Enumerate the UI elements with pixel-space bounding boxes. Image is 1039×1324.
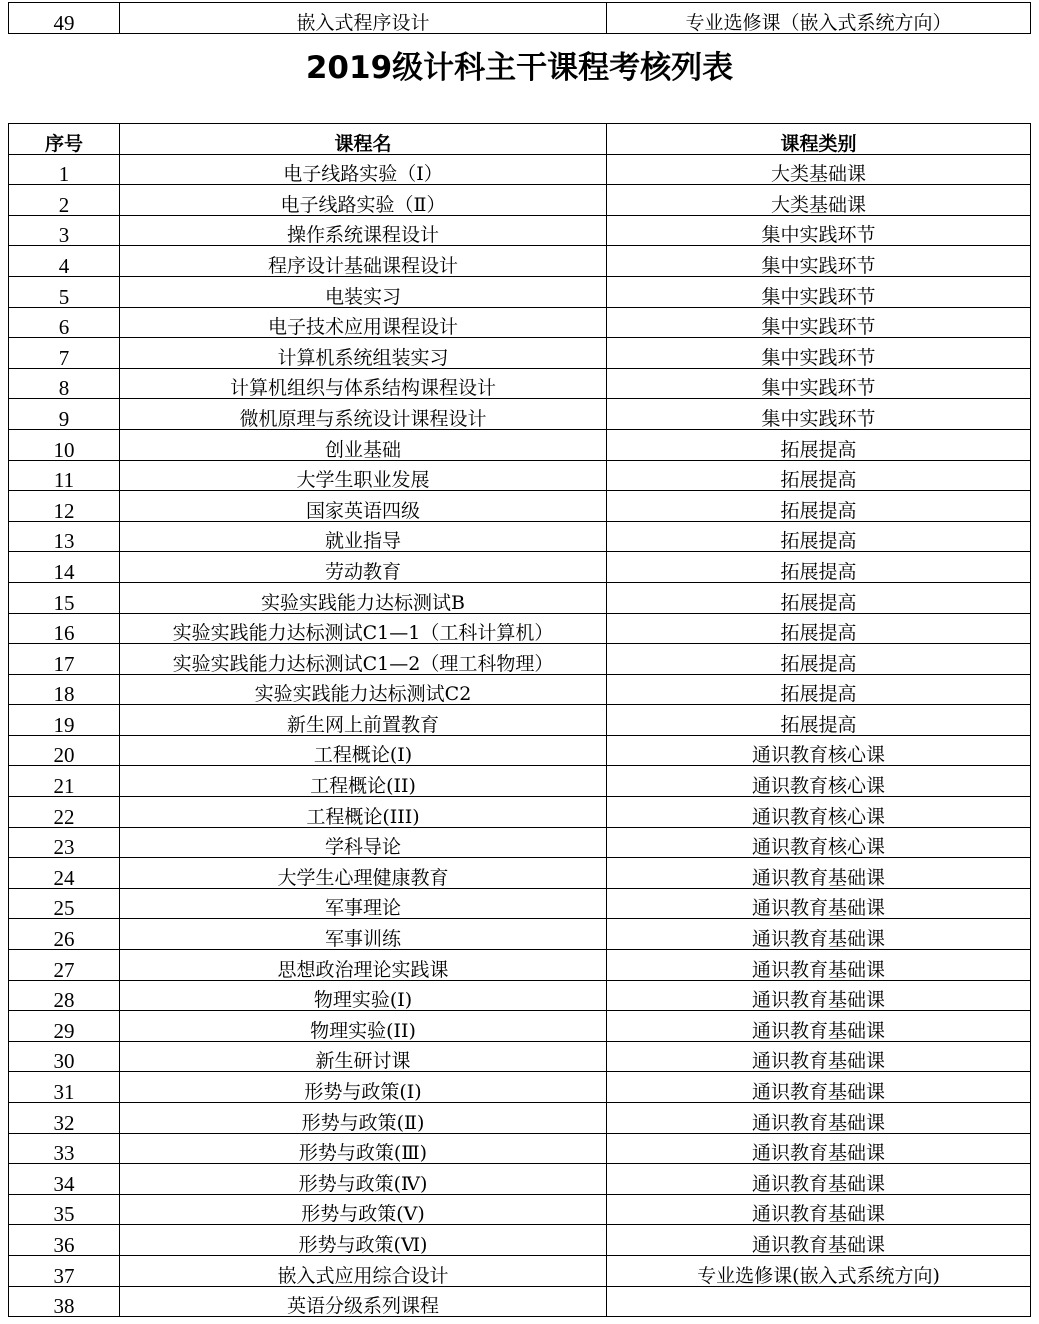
course-name: 嵌入式应用综合设计: [120, 1255, 607, 1286]
course-category: 专业选修课(嵌入式系统方向): [607, 1255, 1031, 1286]
row-number: 28: [9, 980, 120, 1011]
row-number: 33: [9, 1133, 120, 1164]
course-category: 通识教育基础课: [607, 1225, 1031, 1256]
table-row: [9, 307, 1031, 338]
row-number: 2: [9, 185, 120, 216]
table-row: [9, 1286, 1031, 1317]
course-name: 创业基础: [120, 429, 607, 460]
row-number: 35: [9, 1194, 120, 1225]
row-number: 37: [9, 1255, 120, 1286]
course-category: 通识教育基础课: [607, 1194, 1031, 1225]
course-name: 电装实习: [120, 276, 607, 307]
course-category: 拓展提高: [607, 674, 1031, 705]
course-name: 实验实践能力达标测试C1—1（工科计算机）: [120, 613, 607, 644]
course-category: 通识教育基础课: [607, 1103, 1031, 1134]
table-row: [9, 1133, 1031, 1164]
table-row: [9, 613, 1031, 644]
course-name: 新生网上前置教育: [120, 705, 607, 736]
row-number: 11: [9, 460, 120, 491]
course-category: 拓展提高: [607, 613, 1031, 644]
course-category: 拓展提高: [607, 644, 1031, 675]
table-row: [9, 276, 1031, 307]
table-row: [9, 1072, 1031, 1103]
course-category: 通识教育核心课: [607, 735, 1031, 766]
row-number: 7: [9, 338, 120, 369]
course-name: 操作系统课程设计: [120, 215, 607, 246]
header-course-category: 课程类别: [607, 124, 1031, 155]
course-category: 集中实践环节: [607, 246, 1031, 277]
table-row: [9, 3, 1031, 34]
course-name: 国家英语四级: [120, 491, 607, 522]
course-name: 工程概论(III): [120, 797, 607, 828]
row-number: 9: [9, 399, 120, 430]
document-title: 2019级计科主干课程考核列表: [305, 50, 734, 86]
row-number: 8: [9, 368, 120, 399]
row-number: 14: [9, 552, 120, 583]
course-name: 形势与政策(Ⅰ): [120, 1072, 607, 1103]
course-name: 物理实验(Ⅰ): [120, 980, 607, 1011]
table-header-row: [9, 124, 1031, 155]
row-number: 18: [9, 674, 120, 705]
row-number: 5: [9, 276, 120, 307]
row-number: 22: [9, 797, 120, 828]
table-row: [9, 338, 1031, 369]
row-number: 6: [9, 307, 120, 338]
course-category: 通识教育基础课: [607, 919, 1031, 950]
table-row: [9, 827, 1031, 858]
table-row: [9, 521, 1031, 552]
course-name: 程序设计基础课程设计: [120, 246, 607, 277]
course-category: 拓展提高: [607, 582, 1031, 613]
course-category: 集中实践环节: [607, 307, 1031, 338]
row-number: 19: [9, 705, 120, 736]
course-category: [607, 1286, 1031, 1317]
table-row: [9, 460, 1031, 491]
table-row: [9, 154, 1031, 185]
row-number: 34: [9, 1164, 120, 1195]
course-category: 通识教育基础课: [607, 980, 1031, 1011]
course-category: 通识教育基础课: [607, 1133, 1031, 1164]
course-category: 通识教育基础课: [607, 950, 1031, 981]
course-name: 大学生心理健康教育: [120, 858, 607, 889]
row-number: 21: [9, 766, 120, 797]
table-row: [9, 766, 1031, 797]
course-name: 工程概论(II): [120, 766, 607, 797]
table-row: [9, 644, 1031, 675]
table-row: [9, 185, 1031, 216]
table-row: [9, 491, 1031, 522]
course-category: 大类基础课: [607, 185, 1031, 216]
course-name: 就业指导: [120, 521, 607, 552]
table-row: [9, 552, 1031, 583]
course-category: 通识教育核心课: [607, 827, 1031, 858]
table-row: [9, 582, 1031, 613]
course-name: 计算机组织与体系结构课程设计: [120, 368, 607, 399]
table-row: [9, 735, 1031, 766]
header-number: 序号: [9, 124, 120, 155]
course-name: 嵌入式程序设计: [120, 3, 607, 34]
table-row: [9, 674, 1031, 705]
course-category: 通识教育基础课: [607, 1072, 1031, 1103]
row-number: 4: [9, 246, 120, 277]
course-category: 拓展提高: [607, 491, 1031, 522]
course-category: 通识教育基础课: [607, 1164, 1031, 1195]
course-name: 军事理论: [120, 888, 607, 919]
course-name: 形势与政策(Ⅱ): [120, 1103, 607, 1134]
table-row: [9, 1041, 1031, 1072]
row-number: 23: [9, 827, 120, 858]
table-row: [9, 1225, 1031, 1256]
row-number: 24: [9, 858, 120, 889]
course-name: 电子技术应用课程设计: [120, 307, 607, 338]
course-category: 通识教育基础课: [607, 888, 1031, 919]
course-name: 物理实验(II): [120, 1011, 607, 1042]
row-number: 12: [9, 491, 120, 522]
course-name: 劳动教育: [120, 552, 607, 583]
table-row: [9, 1194, 1031, 1225]
row-number: 15: [9, 582, 120, 613]
course-name: 学科导论: [120, 827, 607, 858]
row-number: 10: [9, 429, 120, 460]
course-name: 工程概论(I): [120, 735, 607, 766]
course-name: 军事训练: [120, 919, 607, 950]
course-category: 专业选修课（嵌入式系统方向）: [607, 3, 1031, 34]
row-number: 20: [9, 735, 120, 766]
table-row: [9, 1164, 1031, 1195]
table-row: [9, 429, 1031, 460]
course-name: 实验实践能力达标测试B: [120, 582, 607, 613]
table-row: [9, 705, 1031, 736]
table-row: [9, 215, 1031, 246]
course-name: 计算机系统组装实习: [120, 338, 607, 369]
course-category: 拓展提高: [607, 521, 1031, 552]
course-category: 集中实践环节: [607, 215, 1031, 246]
course-category: 通识教育基础课: [607, 1011, 1031, 1042]
row-number: 32: [9, 1103, 120, 1134]
course-category: 拓展提高: [607, 552, 1031, 583]
row-number: 49: [9, 3, 120, 34]
row-number: 17: [9, 644, 120, 675]
course-category: 拓展提高: [607, 460, 1031, 491]
row-number: 25: [9, 888, 120, 919]
row-number: 27: [9, 950, 120, 981]
table-row: [9, 1103, 1031, 1134]
table-row: [9, 980, 1031, 1011]
row-number: 13: [9, 521, 120, 552]
row-number: 29: [9, 1011, 120, 1042]
course-name: 英语分级系列课程: [120, 1286, 607, 1317]
course-name: 形势与政策(Ⅴ): [120, 1194, 607, 1225]
course-category: 通识教育核心课: [607, 766, 1031, 797]
course-category: 集中实践环节: [607, 276, 1031, 307]
course-category: 集中实践环节: [607, 338, 1031, 369]
table-row: [9, 1011, 1031, 1042]
row-number: 3: [9, 215, 120, 246]
continued-table-fragment: [8, 2, 1031, 34]
course-name: 电子线路实验（Ⅱ）: [120, 185, 607, 216]
course-name: 大学生职业发展: [120, 460, 607, 491]
row-number: 38: [9, 1286, 120, 1317]
course-category: 通识教育基础课: [607, 1041, 1031, 1072]
row-number: 36: [9, 1225, 120, 1256]
table-row: [9, 368, 1031, 399]
course-category: 集中实践环节: [607, 368, 1031, 399]
table-row: [9, 858, 1031, 889]
table-row: [9, 1255, 1031, 1286]
row-number: 26: [9, 919, 120, 950]
course-name: 新生研讨课: [120, 1041, 607, 1072]
row-number: 30: [9, 1041, 120, 1072]
course-category: 通识教育基础课: [607, 858, 1031, 889]
course-name: 微机原理与系统设计课程设计: [120, 399, 607, 430]
course-category: 集中实践环节: [607, 399, 1031, 430]
course-category: 通识教育核心课: [607, 797, 1031, 828]
row-number: 16: [9, 613, 120, 644]
table-row: [9, 950, 1031, 981]
table-row: [9, 246, 1031, 277]
course-category: 大类基础课: [607, 154, 1031, 185]
course-name: 实验实践能力达标测试C2: [120, 674, 607, 705]
course-name: 电子线路实验（Ⅰ）: [120, 154, 607, 185]
course-category: 拓展提高: [607, 705, 1031, 736]
header-course-name: 课程名: [120, 124, 607, 155]
course-table: [8, 123, 1031, 1317]
row-number: 1: [9, 154, 120, 185]
course-category: 拓展提高: [607, 429, 1031, 460]
course-name: 形势与政策(Ⅵ): [120, 1225, 607, 1256]
table-row: [9, 399, 1031, 430]
table-row: [9, 919, 1031, 950]
course-name: 形势与政策(Ⅲ): [120, 1133, 607, 1164]
table-row: [9, 888, 1031, 919]
course-name: 实验实践能力达标测试C1—2（理工科物理）: [120, 644, 607, 675]
course-name: 形势与政策(Ⅳ): [120, 1164, 607, 1195]
row-number: 31: [9, 1072, 120, 1103]
table-row: [9, 797, 1031, 828]
course-name: 思想政治理论实践课: [120, 950, 607, 981]
